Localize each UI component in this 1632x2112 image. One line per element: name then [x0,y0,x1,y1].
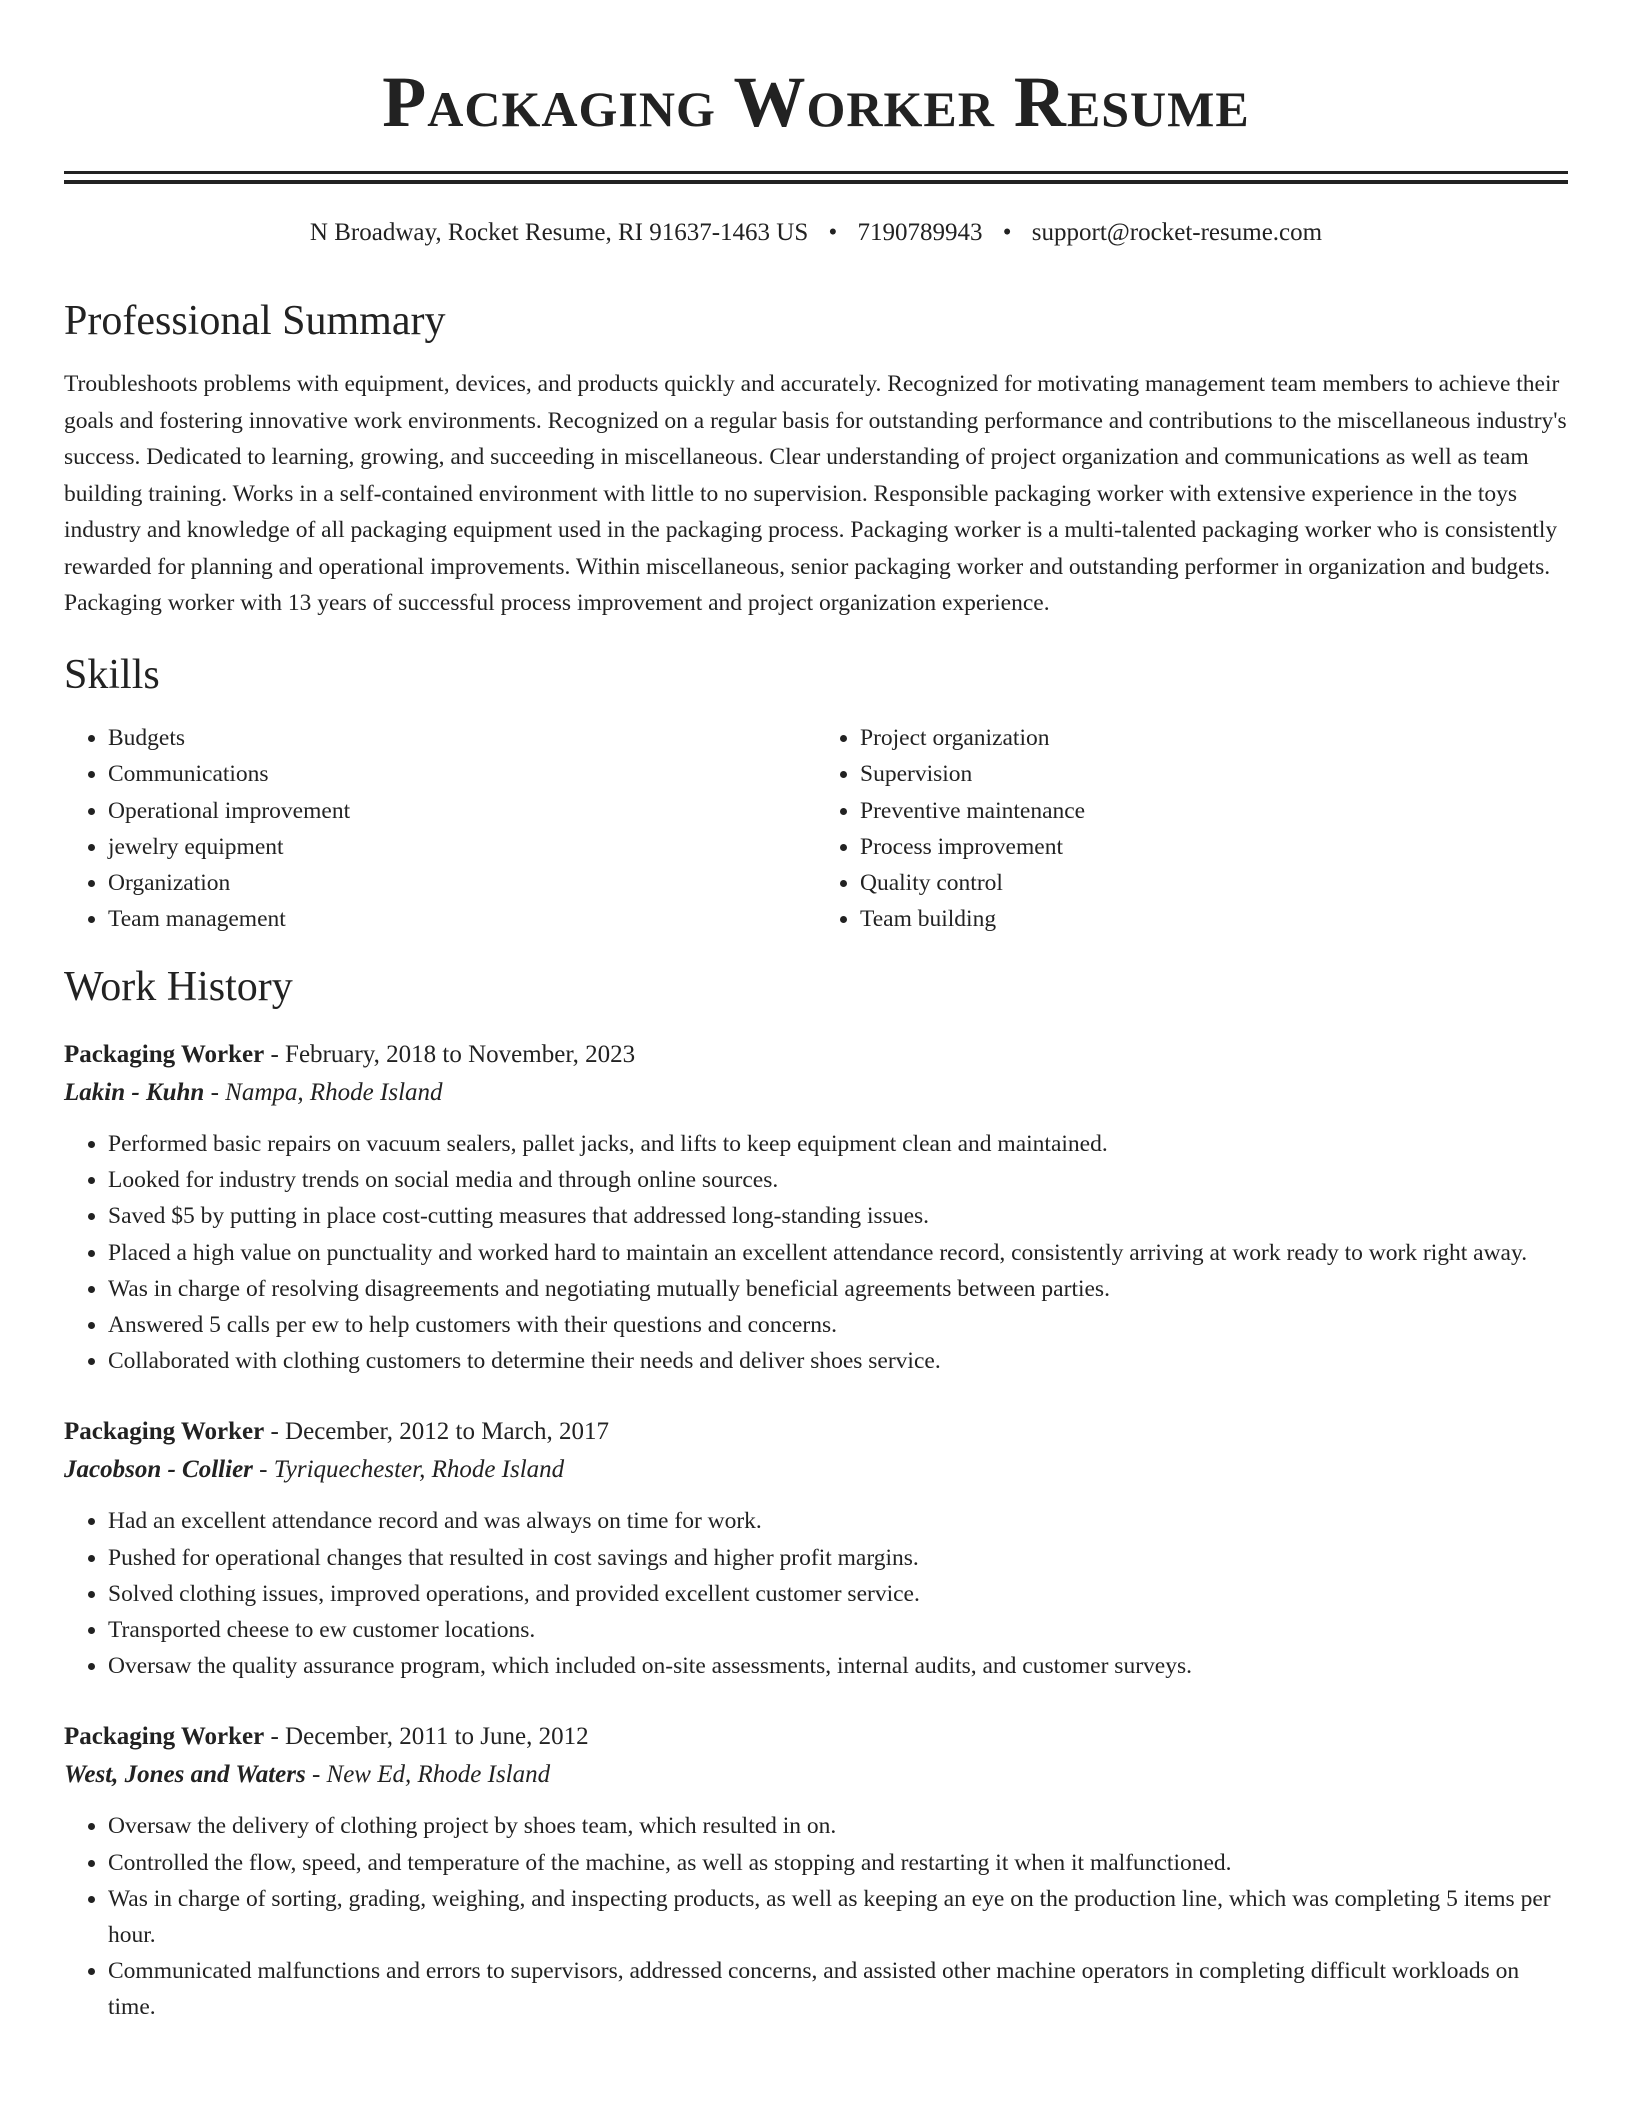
contact-line [64,218,1568,248]
job-bullet: • Oversaw the delivery of clothing project by shoes team, which resulted in on. [108,1808,1568,1844]
job-bullet: • Placed a high value on punctuality and worked hard to maintain an excellent attendance record, consistently arriving at work ready to work right away. [108,1235,1568,1271]
contact-address: N Broadway, Rocket Resume, RI 91637-1463 US [309,219,809,246]
skill-item: • Supervision [860,756,1568,792]
skill-item: • Organization [108,865,816,901]
job-bullet: • Performed basic repairs on vacuum sealers, pallet jacks, and lifts to keep equipment clean and maintained. [108,1126,1568,1162]
job-entry [64,1718,1568,2025]
job-title-line [64,1036,1568,1074]
company-name: Jacobson - Collier [64,1456,253,1484]
job-bullet: • Oversaw the quality assurance program, which included on-site assessments, internal audits, and customer surveys. [108,1648,1568,1684]
job-dates: - February, 2018 to November, 2023 [264,1040,636,1068]
job-bullet: • Controlled the flow, speed, and temperature of the machine, as well as stopping and restarting it when it malfunctioned. [108,1845,1568,1881]
job-title: Packaging Worker [64,1723,265,1751]
job-title-line [64,1718,1568,1756]
skill-item: • Team building [860,901,1568,937]
skill-item: • Operational improvement [108,793,816,829]
job-bullet: • Looked for industry trends on social media and through online sources. [108,1162,1568,1198]
resume-title: Packaging Worker Resume [382,62,1250,142]
company-line [64,1074,1568,1112]
job-bullet: • Was in charge of sorting, grading, weighing, and inspecting products, as well as keeping an eye on the production line, which was completing 5 items per hour. [108,1881,1568,1953]
job-dates: - December, 2012 to March, 2017 [264,1418,609,1446]
title-divider-top [64,171,1568,174]
company-line [64,1756,1568,1794]
skill-item: • Quality control [860,865,1568,901]
job-bullet: • Transported cheese to ew customer locations. [108,1612,1568,1648]
job-bullet: • Solved clothing issues, improved operations, and provided excellent customer service. [108,1576,1568,1612]
job-bullets [64,1808,1568,2025]
skill-item: • Project organization [860,720,1568,756]
job-bullets [64,1126,1568,1379]
skills-list-left [64,720,816,937]
job-title: Packaging Worker [64,1418,265,1446]
company-location: - Nampa, Rhode Island [204,1078,443,1106]
skill-item: • Preventive maintenance [860,793,1568,829]
job-entry [64,1036,1568,1379]
job-bullet: • Collaborated with clothing customers to determine their needs and deliver shoes service. [108,1343,1568,1379]
skill-item: • Budgets [108,720,816,756]
company-location: - Tyriquechester, Rhode Island [252,1456,565,1484]
job-bullet: • Was in charge of resolving disagreements and negotiating mutually beneficial agreements between parties. [108,1271,1568,1307]
job-title-line [64,1413,1568,1451]
company-location: - New Ed, Rhode Island [305,1761,551,1789]
skill-item: • Communications [108,756,816,792]
skills-list-right [816,720,1568,937]
job-entry [64,1413,1568,1684]
job-bullet: • Pushed for operational changes that resulted in cost savings and higher profit margins. [108,1540,1568,1576]
job-bullet: • Had an excellent attendance record and was always on time for work. [108,1503,1568,1539]
job-bullet: • Answered 5 calls per ew to help customers with their questions and concerns. [108,1307,1568,1343]
skills-heading: Skills [64,651,160,698]
work-history-heading: Work History [64,963,293,1010]
title-divider-bottom [64,180,1568,184]
skill-item: • Process improvement [860,829,1568,865]
summary-heading: Professional Summary [64,298,446,344]
job-dates: - December, 2011 to June, 2012 [264,1723,589,1751]
skill-item: • Team management [108,901,816,937]
company-line [64,1451,1568,1489]
contact-separator: • [1002,219,1012,246]
job-title: Packaging Worker [64,1040,265,1068]
job-bullet: • Saved $5 by putting in place cost-cutting measures that addressed long-standing issues. [108,1198,1568,1234]
skills-columns [64,720,1568,937]
summary-text: Troubleshoots problems with equipment, devices, and products quickly and accurately. Recognized for motivating management team members to achieve their goals and fostering innovative work environments. Recognized on a regular basis for outstanding performance and contributions to the miscellaneous industry's success. Dedicated to learning, growing, and succeeding in miscellaneous. Clear understanding of project organization and communications as well as team building training. Works in a self-contained environment with little to no supervision. Responsible packaging worker with extensive experience in the toys industry and knowledge of all packaging equipment used in the packaging process. Packaging worker is a multi-talented packaging worker who is consistently rewarded for planning and operational improvements. Within miscellaneous, senior packaging worker and outstanding performer in organization and budgets. Packaging worker with 13 years of successful process improvement and project organization experience. [64,371,1567,617]
skill-item: • jewelry equipment [108,829,816,865]
job-bullet: • Communicated malfunctions and errors to supervisors, addressed concerns, and assisted other machine operators in completing difficult workloads on time. [108,1953,1568,2025]
company-name: Lakin - Kuhn [64,1078,205,1106]
company-name: West, Jones and Waters [64,1761,306,1789]
contact-separator: • [828,219,838,246]
contact-email: support@rocket-resume.com [1031,219,1323,246]
job-bullets [64,1503,1568,1684]
contact-phone: 7190789943 [857,219,983,246]
